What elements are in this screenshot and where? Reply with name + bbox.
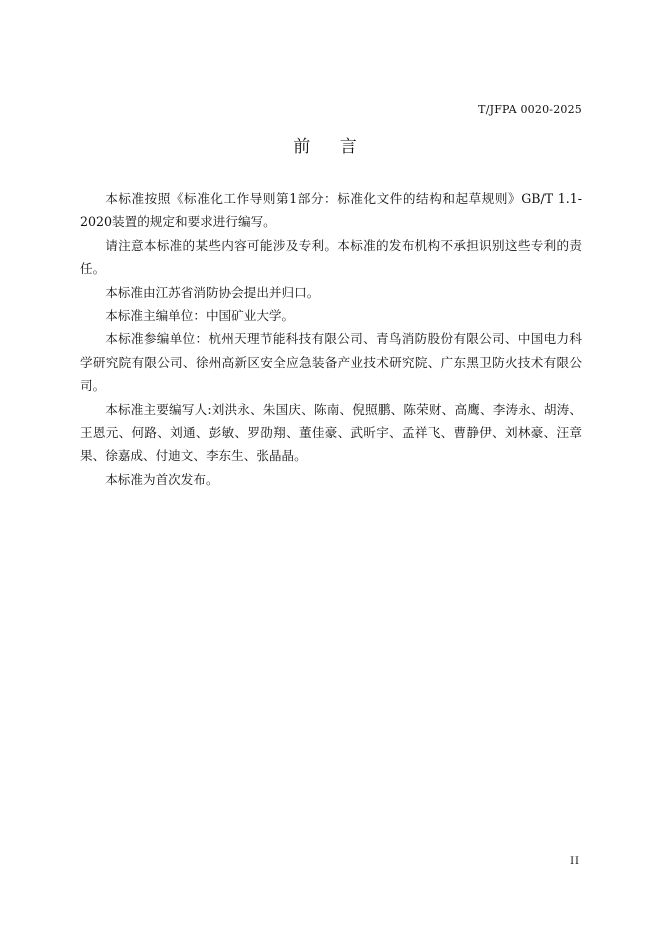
- foreword-body: [80, 187, 582, 491]
- document-code: T/JFPA 0020-2025: [478, 103, 582, 116]
- page-title: 前 言: [293, 137, 369, 157]
- paragraph-participating-units: 本标准参编单位：杭州天理节能科技有限公司、青鸟消防股份有限公司、中国电力科学研究院有限公司、徐州高新区安全应急装备产业技术研究院、广东黑卫防火技术有限公司。: [80, 331, 582, 394]
- paragraph-chief-editor-unit: 本标准主编单位：中国矿业大学。: [105, 308, 295, 324]
- paragraph-main-drafters: 本标准主要编写人:刘洪永、朱国庆、陈南、倪照鹏、陈荣财、高鹰、李涛永、胡涛、王恩元、何路、刘通、彭敏、罗劭翔、董佳豪、武昕宇、孟祥飞、曹静伊、刘林豪、汪章果、徐嘉成、付迪文、李东生、张晶晶。: [80, 401, 582, 464]
- paragraph-first-release: 本标准为首次发布。: [105, 471, 219, 487]
- paragraph-proposer: 本标准由江苏省消防协会提出并归口。: [105, 284, 320, 300]
- paragraph-standard-basis: 本标准按照《标准化工作导则第1部分：标准化文件的结构和起草规则》GB/T 1.1-2020装置的规定和要求进行编写。: [80, 191, 582, 230]
- page-number: II: [570, 856, 580, 867]
- paragraph-patent-notice: 请注意本标准的某些内容可能涉及专利。本标准的发布机构不承担识别这些专利的责任。: [80, 237, 582, 277]
